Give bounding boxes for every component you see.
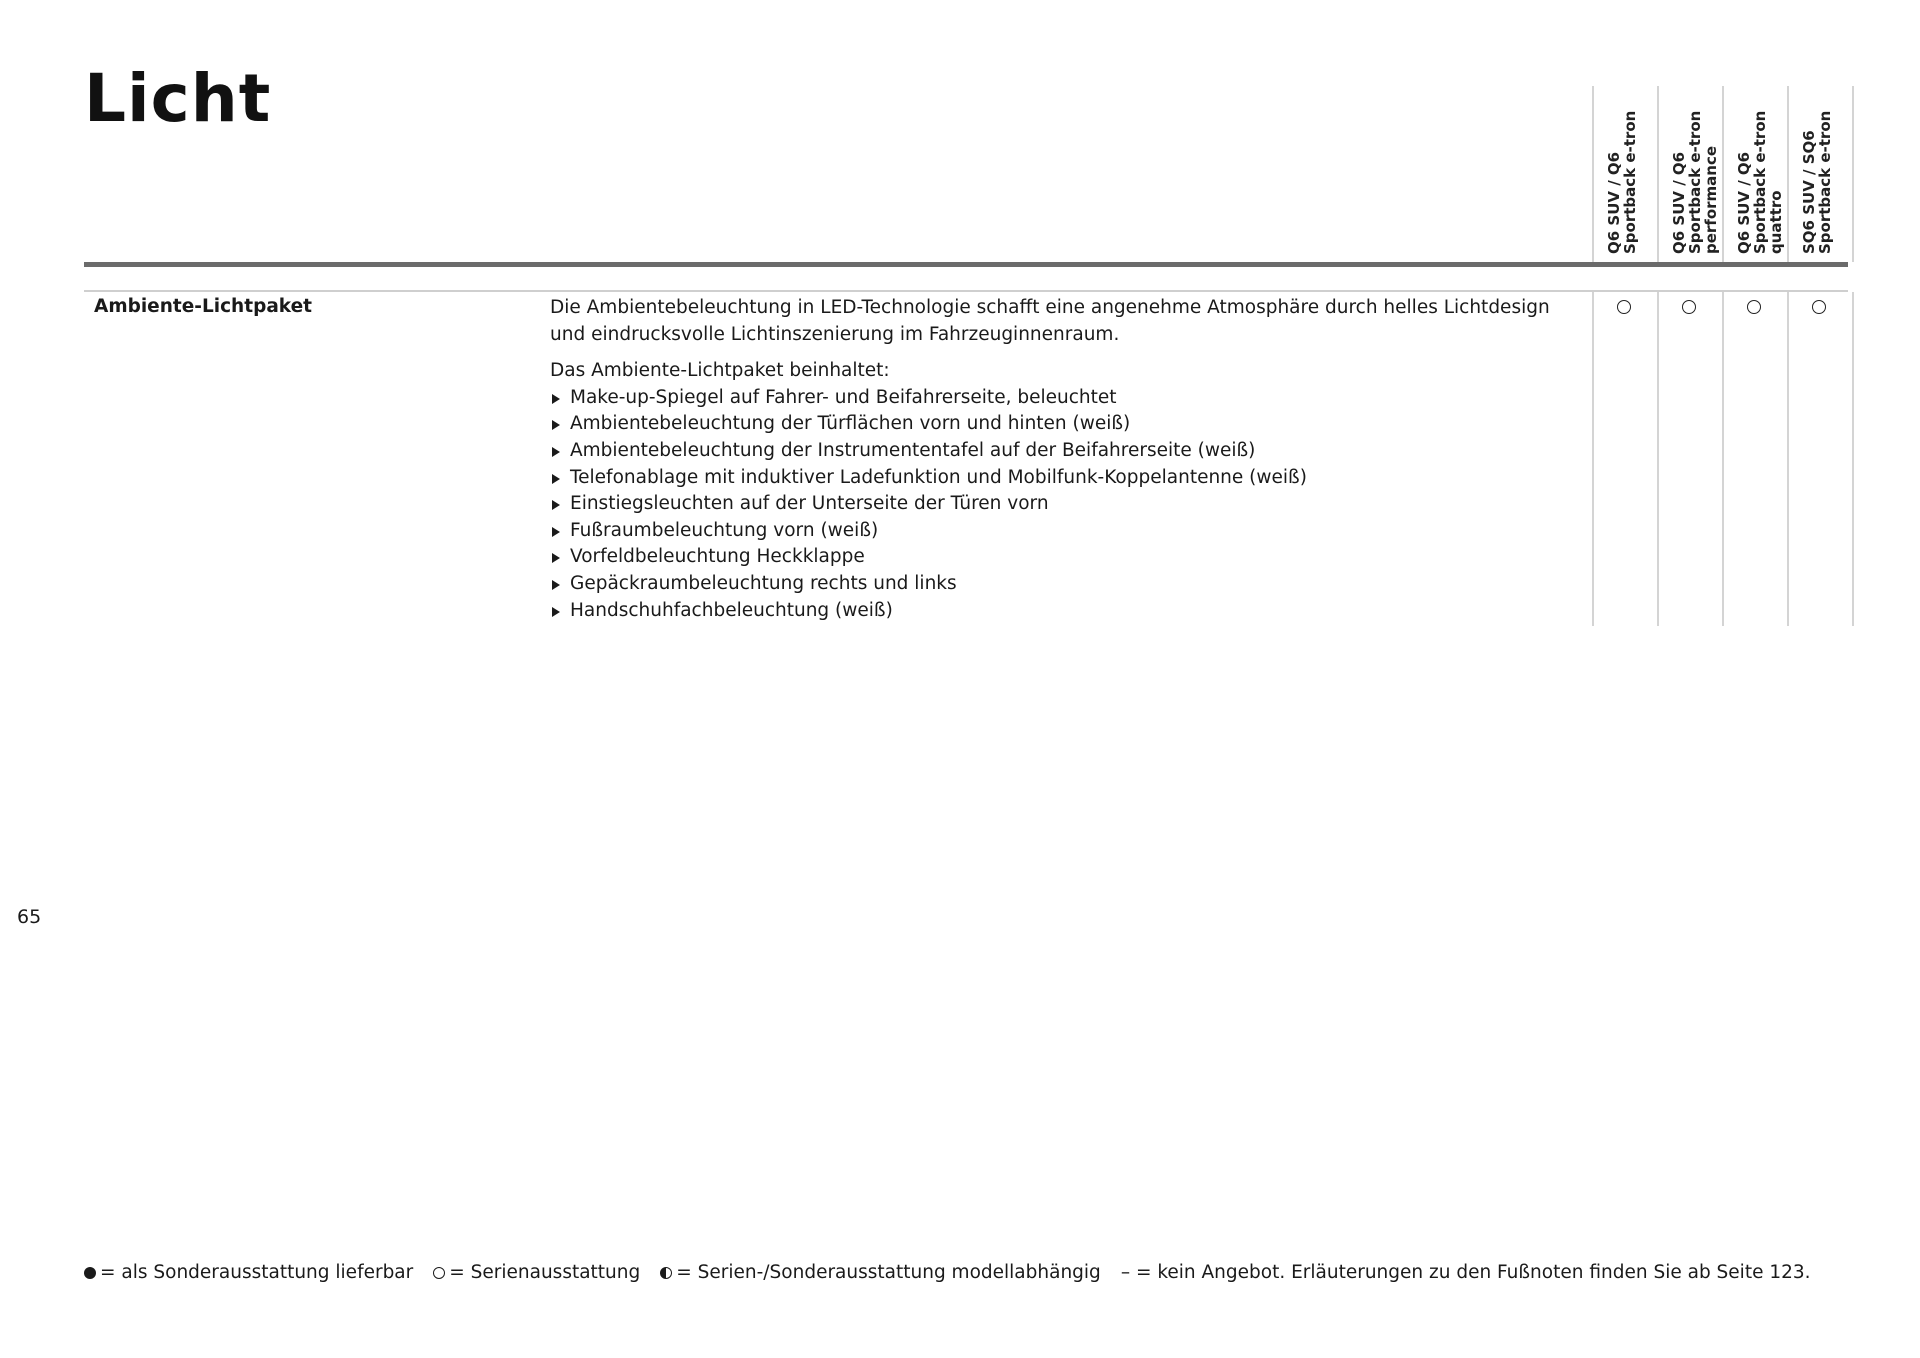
list-item: Telefonablage mit induktiver Ladefunktion und Mobilfunk-Koppelantenne (weiß) bbox=[550, 465, 1560, 492]
legend-model-dependent: = Serien-/Sonderausstattung modellabhängig bbox=[660, 1262, 1101, 1283]
filled-circle-icon bbox=[84, 1267, 96, 1279]
column-divider bbox=[1852, 292, 1854, 626]
list-item: Make-up-Spiegel auf Fahrer- und Beifahrerseite, beleuchtet bbox=[550, 385, 1560, 412]
bullet-triangle-icon bbox=[552, 553, 560, 563]
column-header-q6-quattro bbox=[1724, 86, 1789, 256]
open-circle-icon bbox=[433, 1267, 445, 1279]
bullet-triangle-icon bbox=[552, 474, 560, 484]
column-header-label: Q6 SUV / Q6 Sportback e-tron performance bbox=[1670, 110, 1720, 254]
standard-equipment-icon bbox=[1682, 300, 1696, 314]
column-divider bbox=[1787, 292, 1789, 626]
list-item: Einstiegsleuchten auf der Unterseite der Türen vorn bbox=[550, 491, 1560, 518]
column-header-sq6 bbox=[1789, 86, 1854, 256]
column-divider bbox=[1592, 292, 1594, 626]
bullet-triangle-icon bbox=[552, 500, 560, 510]
standard-equipment-icon bbox=[1617, 300, 1631, 314]
bullet-triangle-icon bbox=[552, 394, 560, 404]
header-rule bbox=[84, 262, 1848, 267]
bullet-triangle-icon bbox=[552, 580, 560, 590]
standard-equipment-icon bbox=[1747, 300, 1761, 314]
bullet-triangle-icon bbox=[552, 447, 560, 457]
list-item: Ambientebeleuchtung der Instrumententafel auf der Beifahrerseite (weiß) bbox=[550, 438, 1560, 465]
column-header-label: SQ6 SUV / SQ6 Sportback e-tron bbox=[1800, 110, 1834, 254]
column-header-label: Q6 SUV / Q6 Sportback e-tron bbox=[1605, 110, 1639, 254]
list-item: Gepäckraumbeleuchtung rechts und links bbox=[550, 571, 1560, 598]
feature-name: Ambiente-Lichtpaket bbox=[94, 296, 312, 317]
bullet-triangle-icon bbox=[552, 527, 560, 537]
bullet-triangle-icon bbox=[552, 607, 560, 617]
list-item: Ambientebeleuchtung der Türflächen vorn und hinten (weiß) bbox=[550, 411, 1560, 438]
list-item: Vorfeldbeleuchtung Heckklappe bbox=[550, 544, 1560, 571]
legend bbox=[84, 1262, 1831, 1283]
list-item: Fußraumbeleuchtung vorn (weiß) bbox=[550, 518, 1560, 545]
feature-description bbox=[550, 295, 1560, 624]
legend-standard: = Serienausstattung bbox=[433, 1262, 640, 1283]
row-top-rule bbox=[84, 290, 1848, 292]
legend-none: – = kein Angebot. Erläuterungen zu den Fußnoten finden Sie ab Seite 123. bbox=[1120, 1262, 1811, 1283]
description-text: Die Ambientebeleuchtung in LED-Technologie schafft eine angenehme Atmosphäre durch helles Lichtdesign und eindrucksvolle Lichtinszenierung im Fahrzeuginnenraum. bbox=[550, 297, 1550, 345]
half-circle-icon bbox=[660, 1267, 672, 1279]
includes-heading: Das Ambiente-Lichtpaket beinhaltet: bbox=[550, 360, 890, 382]
column-divider bbox=[1722, 292, 1724, 626]
page-title: Licht bbox=[84, 60, 272, 137]
column-header-q6 bbox=[1594, 86, 1659, 256]
list-item: Handschuhfachbeleuchtung (weiß) bbox=[550, 598, 1560, 625]
standard-equipment-icon bbox=[1812, 300, 1826, 314]
includes-list bbox=[550, 385, 1560, 624]
legend-optional: = als Sonderausstattung lieferbar bbox=[84, 1262, 413, 1283]
column-divider bbox=[1657, 292, 1659, 626]
bullet-triangle-icon bbox=[552, 420, 560, 430]
column-header-q6-performance bbox=[1659, 86, 1724, 256]
column-header-label: Q6 SUV / Q6 Sportback e-tron quattro bbox=[1735, 110, 1785, 254]
page-number: 65 bbox=[17, 906, 42, 928]
